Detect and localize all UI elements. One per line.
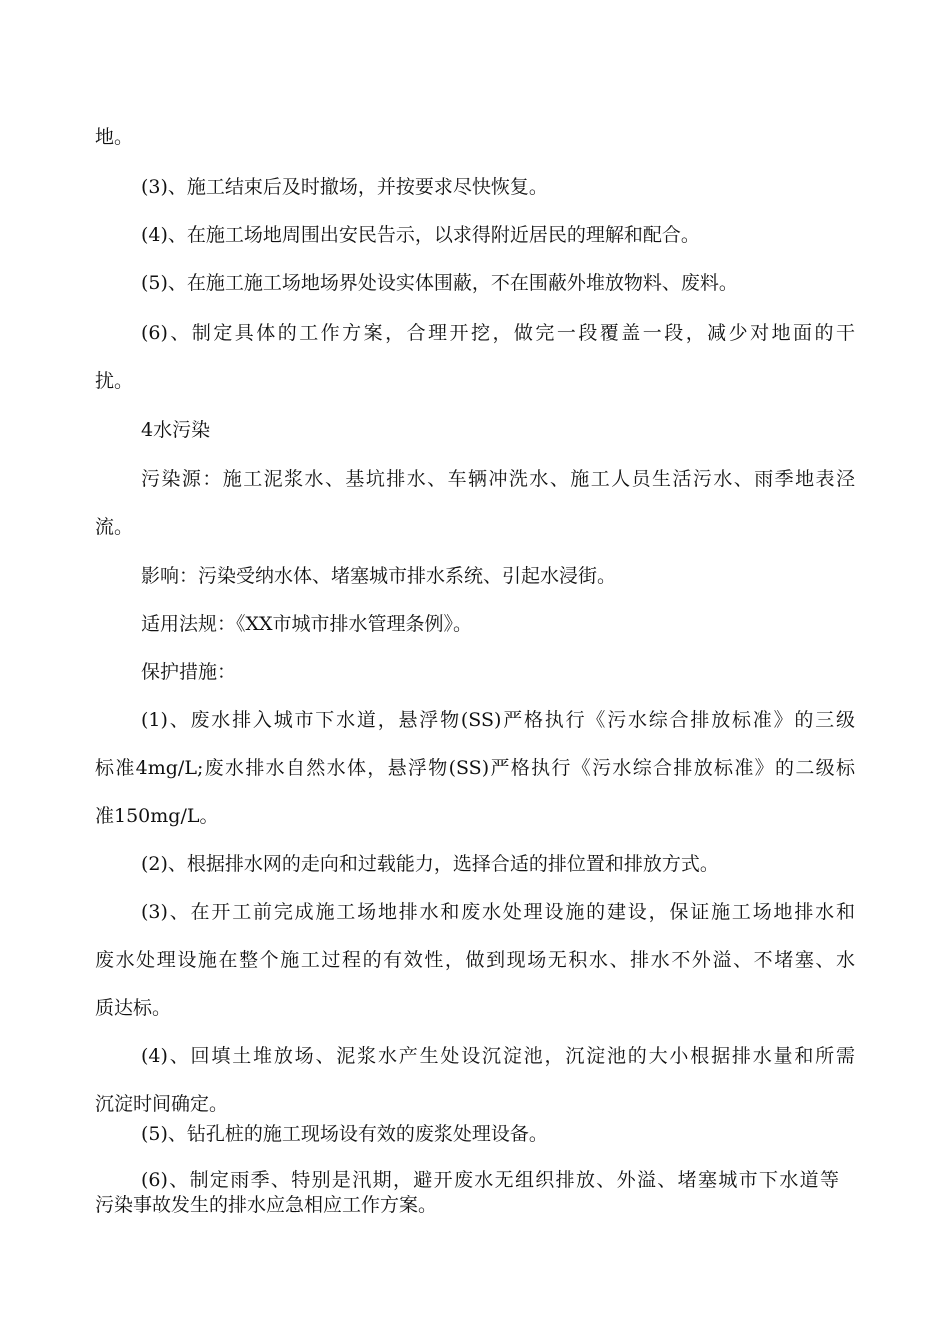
text-line: (5)、在施工施工场地场界处设实体围蔽，不在围蔽外堆放物料、废料。 bbox=[141, 272, 738, 294]
text-line: (3)、在开工前完成施工场地排水和废水处理设施的建设，保证施工场地排水和 bbox=[141, 901, 855, 923]
text-line: (4)、回填土堆放场、泥浆水产生处设沉淀池，沉淀池的大小根据排水量和所需 bbox=[141, 1045, 855, 1067]
text-line: 标准4mg/L;废水排水自然水体，悬浮物(SS)严格执行《污水综合排放标准》的二级标 bbox=[95, 757, 855, 779]
text-line: (5)、钻孔桩的施工现场设有效的废浆处理设备。 bbox=[141, 1123, 548, 1145]
text-line: (6)、制定具体的工作方案，合理开挖，做完一段覆盖一段，减少对地面的干 bbox=[141, 322, 855, 344]
text-line: 准150mg/L。 bbox=[95, 805, 219, 827]
text-line: 地。 bbox=[95, 126, 134, 148]
text-line: 扰。 bbox=[95, 370, 134, 392]
text-line: 污染事故发生的排水应急相应工作方案。 bbox=[95, 1194, 438, 1216]
text-line: 污染源：施工泥浆水、基坑排水、车辆冲洗水、施工人员生活污水、雨季地表泾 bbox=[141, 468, 855, 490]
text-line: 流。 bbox=[95, 516, 134, 538]
text-line: 影响：污染受纳水体、堵塞城市排水系统、引起水浸街。 bbox=[141, 565, 617, 587]
text-line: (2)、根据排水网的走向和过载能力，选择合适的排位置和排放方式。 bbox=[141, 853, 719, 875]
text-line: (3)、施工结束后及时撤场，并按要求尽快恢复。 bbox=[141, 176, 548, 198]
section-heading: 4水污染 bbox=[141, 419, 211, 441]
text-line: 废水处理设施在整个施工过程的有效性，做到现场无积水、排水不外溢、不堵塞、水 bbox=[95, 949, 855, 971]
text-line: (4)、在施工场地周围出安民告示，以求得附近居民的理解和配合。 bbox=[141, 224, 700, 246]
text-line: (1)、废水排入城市下水道，悬浮物(SS)严格执行《污水综合排放标准》的三级 bbox=[141, 709, 855, 731]
text-line: (6)、制定雨季、特别是汛期，避开废水无组织排放、外溢、堵塞城市下水道等 bbox=[141, 1169, 839, 1191]
text-line: 沉淀时间确定。 bbox=[95, 1093, 229, 1115]
text-line: 适用法规：《XX市城市排水管理条例》。 bbox=[141, 613, 473, 635]
text-line: 保护措施： bbox=[141, 661, 237, 683]
text-line: 质达标。 bbox=[95, 997, 172, 1019]
